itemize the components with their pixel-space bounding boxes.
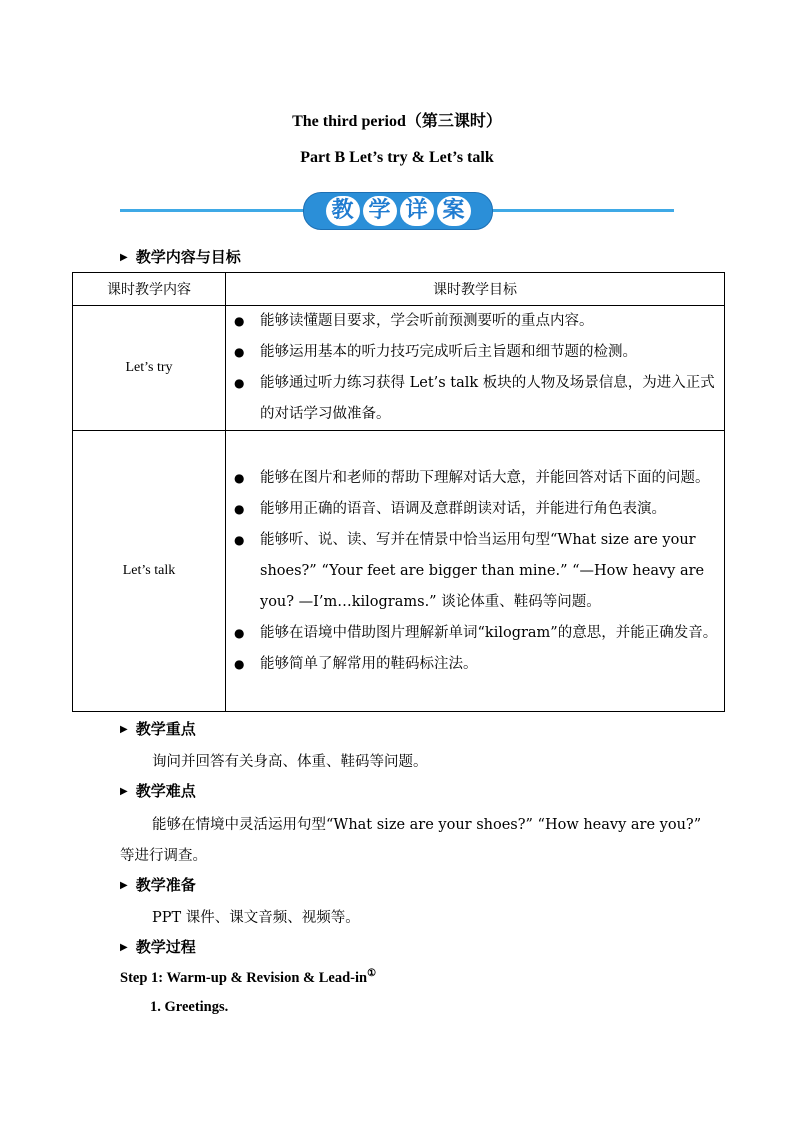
header-cell-goals: 课时教学目标 (226, 273, 725, 306)
table-row (73, 431, 725, 712)
banner-line-right (489, 209, 674, 212)
goal-list (226, 463, 724, 680)
step-item: 1. Greetings. (150, 999, 229, 1015)
row-goals-cell (226, 306, 725, 431)
banner-char: 教 (326, 196, 360, 226)
triangle-icon: ▶ (120, 252, 128, 263)
list-item: ● 能够运用基本的听力技巧完成听后主旨题和细节题的检测。 (234, 344, 637, 360)
section-heading-process: ▶ 教学过程 (120, 938, 196, 956)
list-item: ● 能够在图片和老师的帮助下理解对话大意，并能回答对话下面的问题。 (234, 469, 710, 486)
banner-char: 详 (400, 196, 434, 226)
triangle-icon: ▶ (120, 942, 128, 953)
header-cell-content: 课时教学内容 (73, 273, 226, 306)
footnote-marker: ① (367, 968, 377, 979)
triangle-icon: ▶ (120, 880, 128, 891)
list-item: ● 能够在语境中借助图片理解新单词“kilogram”的意思，并能正确发音。 (234, 624, 718, 641)
table-header-row (73, 273, 725, 306)
list-item: ● 能够简单了解常用的鞋码标注法。 (234, 655, 478, 672)
banner-line-left (120, 209, 305, 212)
banner-capsule (303, 192, 493, 230)
step-heading: Step 1: Warm-up & Revision & Lead-in① (120, 968, 377, 986)
difficult-text-line2: 等进行调查。 (120, 848, 207, 864)
lesson-subtitle: Part B Let’s try & Let’s talk (300, 149, 494, 166)
key-text: 询问并回答有关身高、体重、鞋码等问题。 (152, 754, 428, 770)
section-heading-goals: ▶ 教学内容与目标 (120, 248, 241, 266)
section-heading-prep: ▶ 教学准备 (120, 876, 196, 894)
list-item: ● 能够通过听力练习获得 Let’s talk 板块的人物及场景信息，为进入正式的对话学习做准备。 (234, 375, 715, 422)
triangle-icon: ▶ (120, 786, 128, 797)
period-title: The third period（第三课时） (292, 113, 502, 130)
list-item: ● 能够用正确的语音、语调及意群朗读对话，并能进行角色表演。 (234, 500, 666, 517)
section-heading-key: ▶ 教学重点 (120, 720, 196, 738)
table-row (73, 306, 725, 431)
difficult-text-line1: 能够在情境中灵活运用句型“What size are your shoes?” “How heavy are you?” (152, 817, 702, 833)
goal-list (226, 306, 724, 430)
row-content-cell: Let’s talk (73, 431, 226, 712)
prep-text: PPT 课件、课文音频、视频等。 (152, 910, 360, 926)
row-goals-cell (226, 431, 725, 712)
row-content-cell: Let’s try (73, 306, 226, 431)
section-heading-difficult: ▶ 教学难点 (120, 782, 196, 800)
goals-table (72, 272, 725, 712)
list-item: ● 能够听、说、读、写并在情景中恰当运用句型“What size are your shoes?” “Your feet are bigger than mine.” “—How heavy are you? —I’m…kilograms.” 谈论体重、鞋码等问题。 (234, 531, 705, 610)
banner-char: 案 (437, 196, 471, 226)
banner (120, 192, 674, 230)
triangle-icon: ▶ (120, 724, 128, 735)
list-item: ● 能够读懂题目要求，学会听前预测要听的重点内容。 (234, 313, 594, 329)
banner-char: 学 (363, 196, 397, 226)
